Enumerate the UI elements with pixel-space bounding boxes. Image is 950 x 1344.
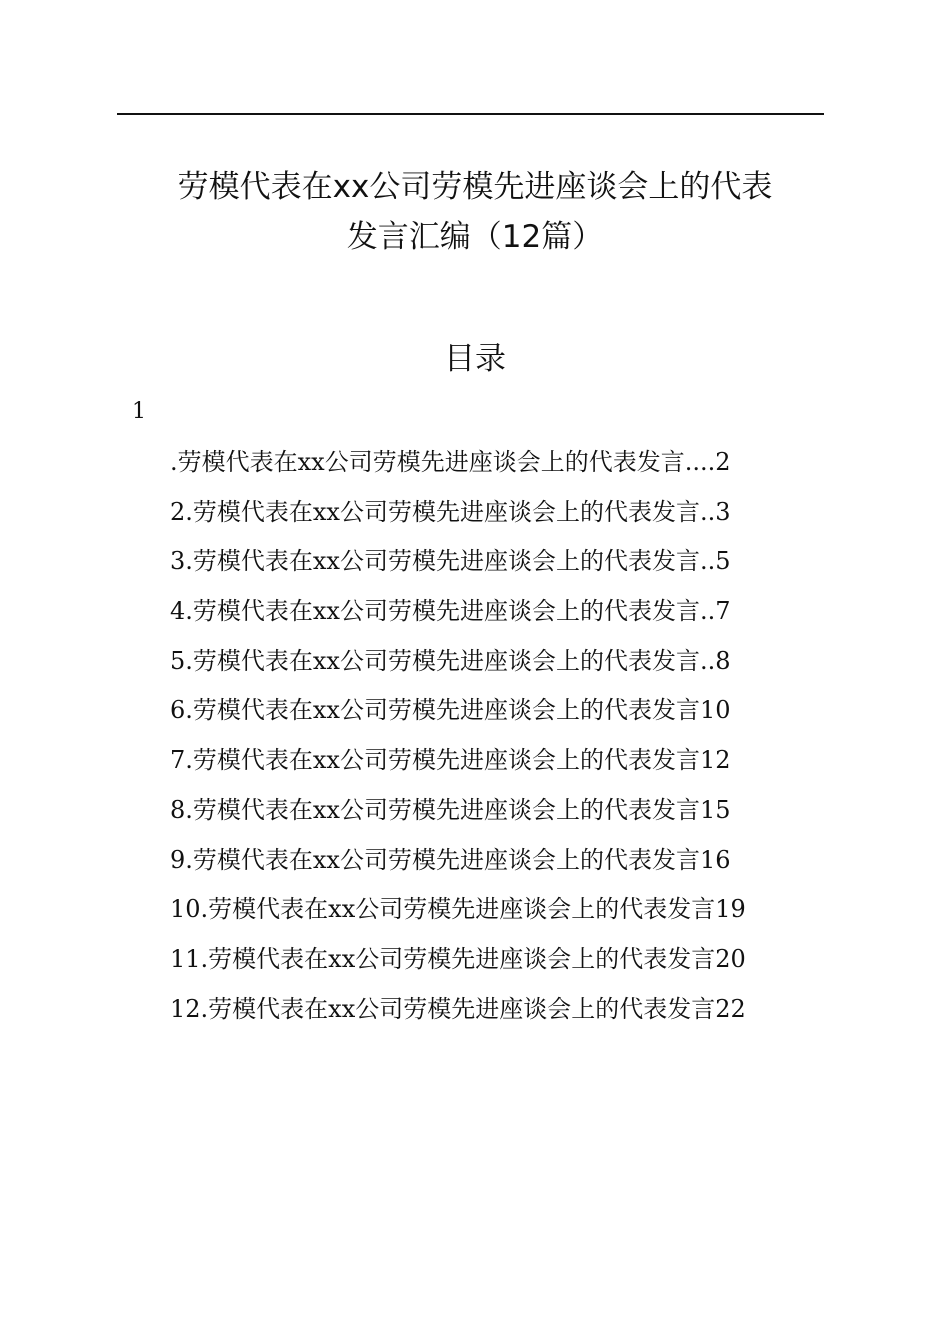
toc-entry-12[interactable]: 12.劳模代表在xx公司劳模先进座谈会上的代表发言22 — [170, 994, 746, 1023]
toc-entry-8[interactable]: 8.劳模代表在xx公司劳模先进座谈会上的代表发言15 — [170, 795, 731, 824]
document-title-line-2: 发言汇编（12篇） — [346, 219, 604, 255]
toc-entry-2[interactable]: 2.劳模代表在xx公司劳模先进座谈会上的代表发言..3 — [170, 497, 731, 526]
toc-entry-9[interactable]: 9.劳模代表在xx公司劳模先进座谈会上的代表发言16 — [170, 845, 731, 874]
toc-entry-1[interactable]: .劳模代表在xx公司劳模先进座谈会上的代表发言....2 — [170, 448, 731, 476]
toc-entry-5[interactable]: 5.劳模代表在xx公司劳模先进座谈会上的代表发言..8 — [170, 646, 731, 675]
toc-entry-7[interactable]: 7.劳模代表在xx公司劳模先进座谈会上的代表发言12 — [170, 746, 731, 775]
toc-heading: 目录 — [444, 341, 506, 377]
toc-entry-6[interactable]: 6.劳模代表在xx公司劳模先进座谈会上的代表发言10 — [170, 696, 731, 725]
toc-entry-3[interactable]: 3.劳模代表在xx公司劳模先进座谈会上的代表发言..5 — [170, 547, 731, 576]
toc-stray-number: 1 — [132, 399, 146, 424]
toc-entry-11[interactable]: 11.劳模代表在xx公司劳模先进座谈会上的代表发言20 — [170, 944, 746, 973]
document-title-line-1: 劳模代表在xx公司劳模先进座谈会上的代表 — [177, 169, 773, 205]
toc-entry-4[interactable]: 4.劳模代表在xx公司劳模先进座谈会上的代表发言..7 — [170, 597, 731, 626]
table-of-contents — [170, 444, 810, 1040]
header-rule — [117, 113, 824, 115]
toc-entry-10[interactable]: 10.劳模代表在xx公司劳模先进座谈会上的代表发言19 — [170, 895, 746, 924]
